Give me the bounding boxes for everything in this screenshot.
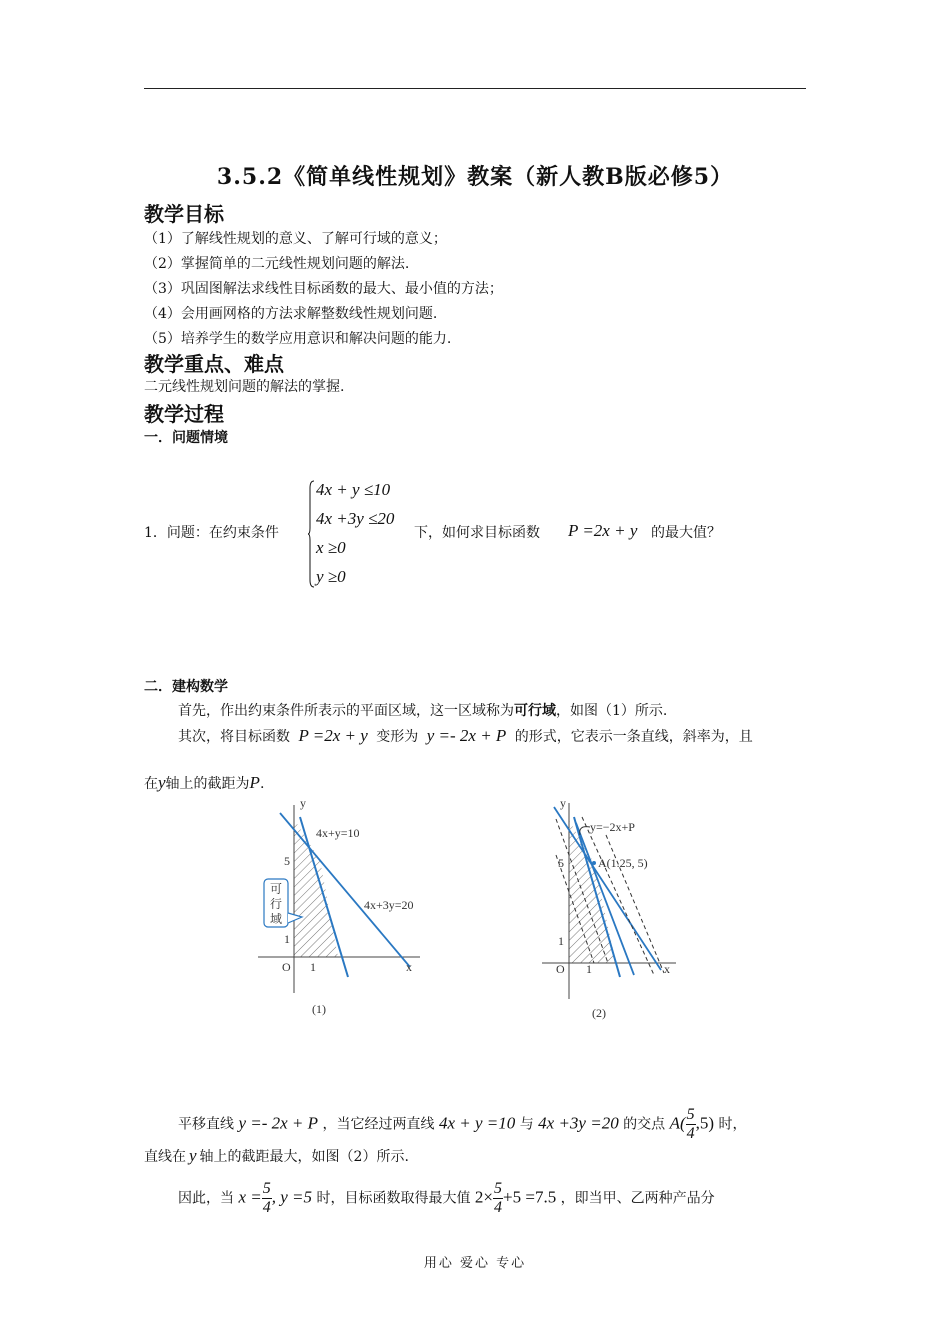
goal-item: （2）掌握简单的二元线性规划问题的解法.	[144, 256, 410, 272]
fig2-caption: (2)	[592, 1006, 606, 1020]
fig1-line1-label: 4x+y=10	[316, 826, 360, 840]
page-title: 3.5.2《简单线性规划》教案（新人教B版必修5）	[216, 164, 734, 190]
goal-item: （3）巩固图解法求线性目标函数的最大、最小值的方法；	[144, 281, 503, 297]
fig2-tick-y1: 1	[558, 934, 564, 948]
problem-suffix: 的最大值？	[651, 525, 721, 541]
paragraph-3: 在y轴上的截距为P.	[144, 773, 265, 792]
goals-heading: 教学目标	[144, 202, 224, 226]
paragraph-5: 直线在 y 轴上的截距最大，如图（2）所示.	[144, 1146, 409, 1165]
header-rule	[144, 88, 806, 89]
figure-1	[250, 795, 450, 1025]
fig2-y-label: y	[560, 796, 566, 810]
point-a	[592, 861, 596, 865]
constraint-1: 4x + y ≤10	[316, 480, 391, 499]
fig1-y-label: y	[300, 796, 306, 810]
region-char: 可	[270, 882, 283, 896]
fig2-origin-label: O	[556, 962, 565, 976]
page-footer: 用心 爱心 专心	[423, 1256, 527, 1271]
fraction-5-4: $\frac{5}{4}$	[494, 1180, 503, 1216]
goal-item: （4）会用画网格的方法求解整数线性规划问题.	[144, 306, 438, 322]
fig1-x-label: x	[406, 960, 412, 974]
fig1-origin-label: O	[282, 960, 291, 974]
key-text: 二元线性规划问题的解法的掌握.	[144, 379, 345, 395]
fig1-line2-label: 4x+3y=20	[364, 898, 414, 912]
fig2-line-label: y=−2x+P	[590, 820, 635, 834]
paragraph-6: 因此，当 x = $\frac{5}{4}$ , y =5 时，目标函数取得最大值 2× $\frac{5}{4}$ +5 =7.5 ，即当甲、乙两种产品分	[178, 1180, 715, 1216]
part1-heading: 一．问题情境	[144, 430, 228, 446]
key-heading: 教学重点、难点	[144, 352, 284, 376]
feasible-region-term: 可行域	[514, 703, 556, 719]
goal-item: （1）了解线性规划的意义、了解可行域的意义；	[144, 231, 447, 247]
region-char: 行	[270, 897, 283, 911]
objective-function: P =2x + y	[568, 521, 638, 540]
paragraph-1: 首先，作出约束条件所表示的平面区域，这一区域称为可行域，如图（1）所示.	[178, 703, 668, 719]
part2-heading: 二．建构数学	[144, 679, 228, 695]
fig1-caption: (1)	[312, 1002, 326, 1016]
problem-mid: 下，如何求目标函数	[414, 525, 540, 541]
paragraph-2: 其次，将目标函数 P =2x + y 变形为 y =- 2x + P 的形式，它表示一条直线，斜率为，且	[178, 726, 753, 745]
fig2-x-label: x	[664, 962, 670, 976]
fig2-tick-x1: 1	[586, 962, 592, 976]
fig2-tick-y5: 5	[558, 856, 564, 870]
fig1-tick-x1: 1	[310, 960, 316, 974]
constraint-2: 4x +3y ≤20	[316, 509, 395, 528]
paragraph-4: 平移直线 y =- 2x + P ，当它经过两直线 4x + y =10 与 4x +3y =20 的交点 A( $\frac{5}{4}$ ,5) 时，	[178, 1106, 747, 1142]
constraint-3: x ≥0	[316, 538, 346, 557]
region-char: 域	[270, 912, 283, 926]
figure-2	[536, 795, 696, 1025]
fig1-tick-y5: 5	[284, 854, 290, 868]
fraction-5-4: $\frac{5}{4}$	[262, 1180, 271, 1216]
constraint-brace	[308, 480, 314, 588]
fig1-tick-y1: 1	[284, 932, 290, 946]
fig2-point-label: A(1.25, 5)	[598, 856, 648, 870]
process-heading: 教学过程	[144, 402, 224, 426]
fraction-5-4: $\frac{5}{4}$	[686, 1106, 695, 1142]
constraint-4: y ≥0	[316, 567, 346, 586]
problem-prefix: 1．问题：在约束条件	[144, 525, 279, 541]
goal-item: （5）培养学生的数学应用意识和解决问题的能力.	[144, 331, 452, 347]
